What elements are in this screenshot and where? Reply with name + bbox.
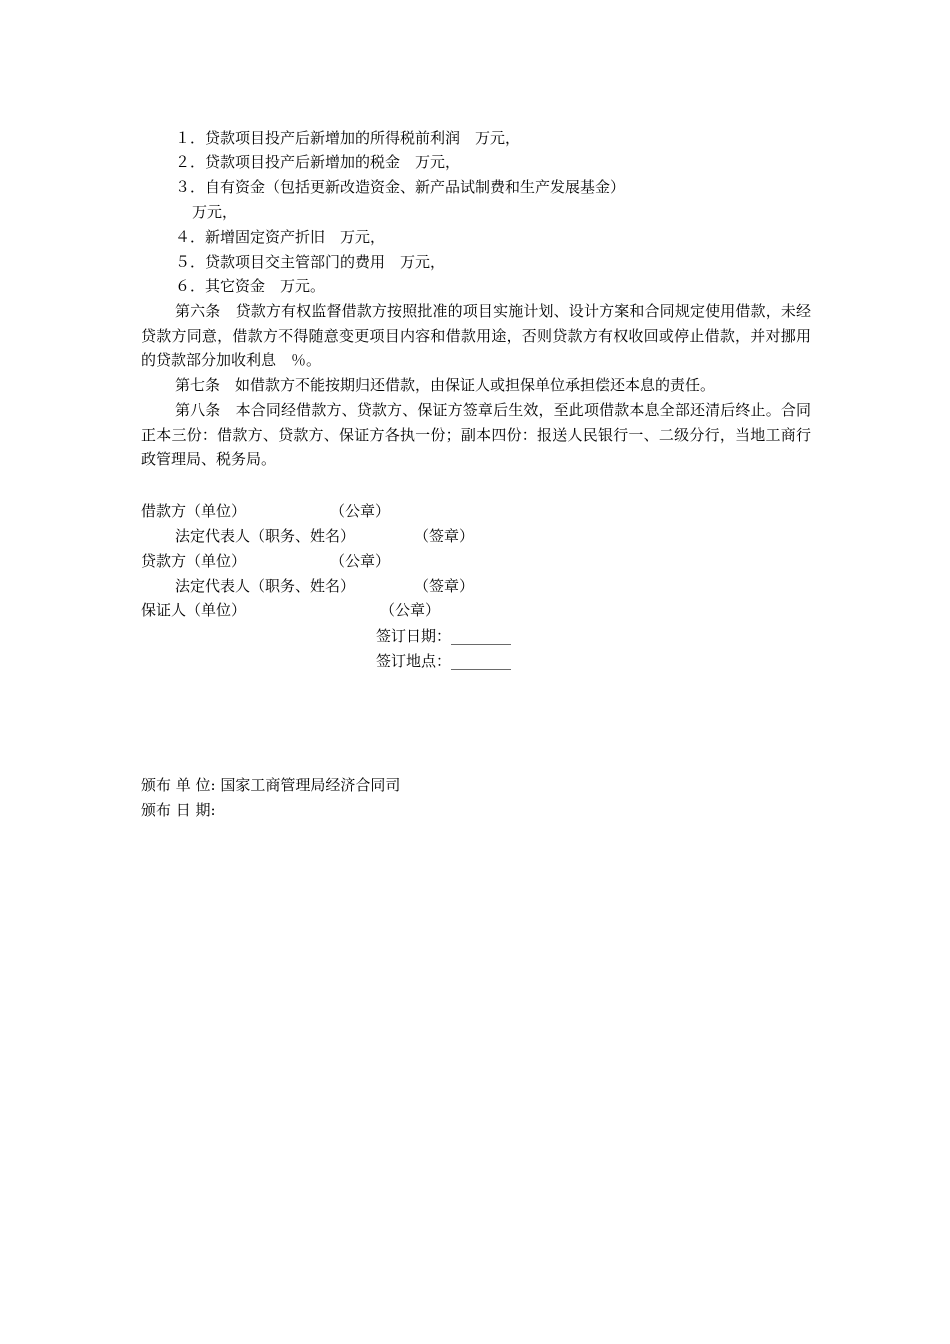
funding-item-5: ５．贷款项目交主管部门的费用 万元， (175, 253, 446, 271)
issuing-unit: 颁布 单 位: 国家工商管理局经济合同司 (141, 776, 401, 794)
article-6: 第六条 贷款方有权监督借款方按照批准的项目实施计划、设计方案和合同规定使用借款，未经贷款方同意，借款方不得随意变更项目内容和借款用途，否则贷款方有权收回或停止借款，并对挪用的贷款部分加收利息 ％。 (141, 302, 811, 369)
signing-place: 签订地点：________ (376, 652, 512, 670)
lender-representative-seal: （签章） (414, 577, 475, 595)
article-8: 第八条 本合同经借款方、贷款方、保证方签章后生效，至此项借款本息全部还清后终止。合同正本三份：借款方、贷款方、保证方各执一份；副本四份：报送人民银行一、二级分行，当地工商行政管理局、税务局。 (141, 401, 811, 468)
article-7: 第七条 如借款方不能按期归还借款，由保证人或担保单位承担偿还本息的责任。 (175, 376, 716, 394)
funding-item-3: ３．自有资金（包括更新改造资金、新产品试制费和生产发展基金） (175, 178, 626, 196)
borrower-representative: 法定代表人（职务、姓名） (175, 527, 356, 545)
funding-item-4: ４．新增固定资产折旧 万元， (175, 228, 386, 246)
guarantor-label: 保证人（单位） (141, 601, 247, 619)
borrower-label: 借款方（单位） (141, 502, 247, 520)
borrower-seal: （公章） (330, 502, 391, 520)
lender-seal: （公章） (330, 552, 391, 570)
borrower-representative-seal: （签章） (414, 527, 475, 545)
funding-item-1: １．贷款项目投产后新增加的所得税前利润 万元， (175, 129, 521, 147)
funding-item-3-continued: 万元， (192, 203, 238, 221)
funding-item-2: ２．贷款项目投产后新增加的税金 万元， (175, 153, 461, 171)
lender-label: 贷款方（单位） (141, 552, 247, 570)
signing-date: 签订日期：________ (376, 627, 512, 645)
guarantor-seal: （公章） (380, 601, 441, 619)
funding-item-6: ６．其它资金 万元。 (175, 277, 326, 295)
issue-date: 颁布 日 期: (141, 801, 216, 819)
lender-representative: 法定代表人（职务、姓名） (175, 577, 356, 595)
